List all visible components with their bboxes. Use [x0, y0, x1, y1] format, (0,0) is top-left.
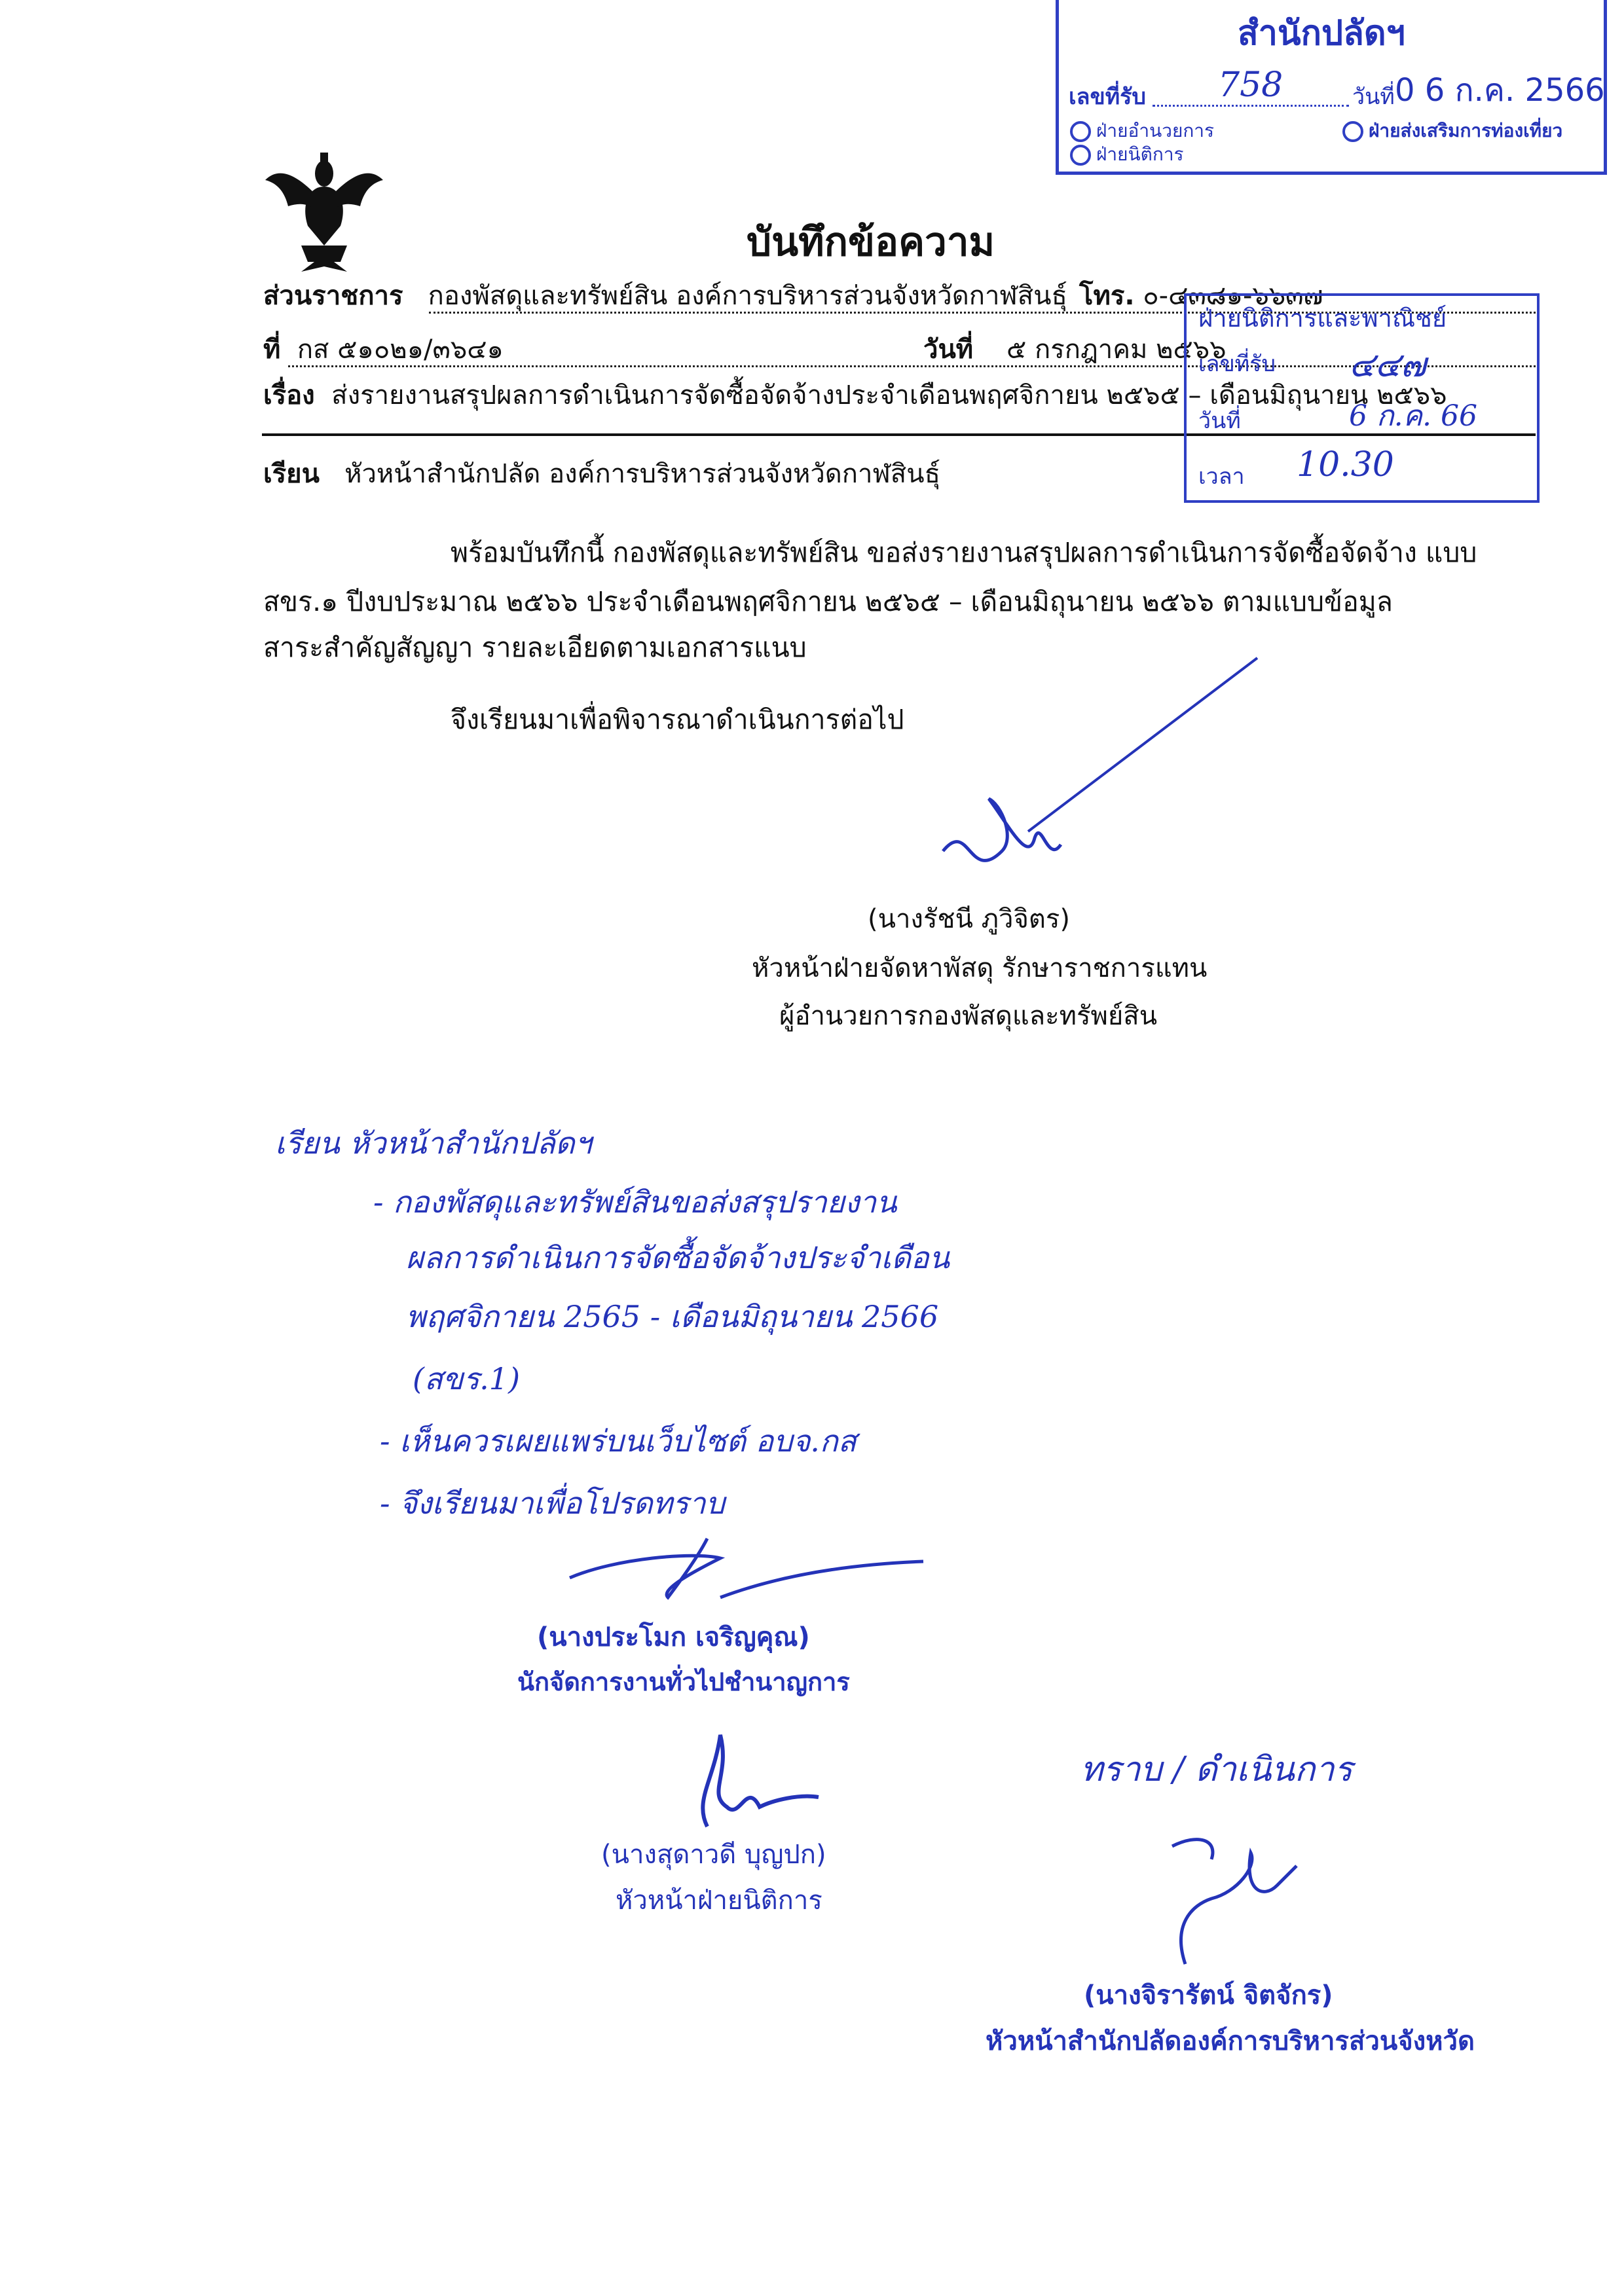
commerce-stamp-no: ๔๔๗ — [1349, 346, 1426, 385]
handwritten-line-5: (สขร.1) — [413, 1361, 521, 1396]
handwritten-line-2: - กองพัสดุและทรัพย์สินขอส่งสรุปรายงาน — [373, 1184, 897, 1220]
phone-line: โทร. ๐-๔๓๘๑-๖๖๓๗ — [1079, 281, 1323, 311]
handwritten-line-6: - เห็นควรเผยแพร่บนเว็บไซต์ อบจ.กส — [380, 1423, 857, 1459]
handwritten-signer-name: (นางประโมก เจริญคุณ) — [537, 1622, 810, 1652]
receipt-stamp-option-3: ฝ่ายนิติการ — [1070, 140, 1184, 169]
handwritten-signer-title: นักจัดการงานทั่วไปชำนาญการ — [517, 1667, 850, 1696]
signer-title-1: หัวหน้าฝ่ายจัดหาพัสดุ รักษาราชการแทน — [752, 953, 1208, 983]
receipt-stamp-no: 758 — [1218, 65, 1283, 105]
date-line: วันที่ ๕ กรกฎาคม ๒๕๖๖ — [923, 335, 1227, 365]
subject-line: เรื่อง ส่งรายงานสรุปผลการดำเนินการจัดซื้อจัดจ้างประจำเดือนพฤศจิกายน ๒๕๖๕ – เดือนมิถุนายน ๒๕๖๖ — [263, 380, 1447, 410]
chief-title: หัวหน้าสำนักปลัดองค์การบริหารส่วนจังหวัด — [986, 2026, 1475, 2056]
closing-line: จึงเรียนมาเพื่อพิจารณาดำเนินการต่อไป — [451, 704, 904, 735]
receipt-stamp-date-label: วันที่ — [1352, 84, 1395, 110]
handwritten-line-4: พฤศจิกายน 2565 - เดือนมิถุนายน 2566 — [406, 1299, 939, 1334]
handwritten-line-7: - จึงเรียนมาเพื่อโปรดทราบ — [380, 1485, 725, 1521]
commerce-stamp-time-label: เวลา — [1198, 464, 1245, 490]
signature-pramok — [563, 1532, 930, 1611]
body-line-1: พร้อมบันทึกนี้ กองพัสดุและทรัพย์สิน ขอส่งรายงานสรุปผลการดำเนินการจัดซื้อจัดจ้าง แบบ — [451, 537, 1477, 568]
body-line-3: สาระสำคัญสัญญา รายละเอียดตามเอกสารแนบ — [263, 632, 807, 663]
receipt-stamp-option-2: ฝ่ายส่งเสริมการท่องเที่ยว — [1342, 117, 1562, 145]
legal-head-name: (นางสุดาวดี บุญปก) — [601, 1840, 826, 1870]
signer-name: (นางรัชนี ภูวิจิตร) — [868, 904, 1070, 934]
commerce-stamp-no-label: เลขที่รับ — [1198, 351, 1276, 377]
signature-sudawadee — [668, 1728, 838, 1833]
handwritten-line-1: เรียน หัวหน้าสำนักปลัดฯ — [275, 1125, 592, 1161]
legal-head-title: หัวหน้าฝ่ายนิติการ — [616, 1886, 822, 1916]
signature-jirarat — [1146, 1827, 1316, 1977]
receipt-stamp-option-1: ฝ่ายอำนวยการ — [1070, 117, 1214, 145]
chief-note: ทราบ / ดำเนินการ — [1080, 1750, 1353, 1789]
receipt-stamp-no-label: เลขที่รับ — [1069, 84, 1146, 110]
ref-line: ที่ กส ๕๑๐๒๑/๓๖๔๑ — [263, 335, 504, 365]
agency-line: ส่วนราชการ กองพัสดุและทรัพย์สิน องค์การบริหารส่วนจังหวัดกาฬสินธุ์ — [263, 281, 1067, 311]
commerce-stamp-date-label: วันที่ — [1198, 408, 1241, 434]
commerce-stamp-title: ฝ่ายนิติการและพาณิชย์ — [1198, 304, 1447, 333]
memo-title: บันทึกข้อความ — [747, 219, 995, 265]
body-line-2: สขร.๑ ปีงบประมาณ ๒๕๖๖ ประจำเดือนพฤศจิกายน ๒๕๖๕ – เดือนมิถุนายน ๒๕๖๖ ตามแบบข้อมูล — [263, 586, 1393, 617]
commerce-stamp-time: 10.30 — [1297, 445, 1394, 484]
garuda-emblem-icon — [262, 147, 386, 272]
receipt-stamp-office: สำนักปลัดฯ — [1238, 14, 1405, 53]
signature-rachanee — [930, 655, 1270, 890]
receipt-stamp-date: 0 6 ก.ค. 2566 — [1395, 72, 1605, 109]
signer-title-2: ผู้อำนวยการกองพัสดุและทรัพย์สิน — [779, 1001, 1158, 1031]
commerce-stamp-date: 6 ก.ค. 66 — [1349, 399, 1478, 433]
chief-name: (นางจิรารัตน์ จิตจักร) — [1084, 1980, 1333, 2011]
to-line: เรียน หัวหน้าสำนักปลัด องค์การบริหารส่วนจังหวัดกาฬสินธุ์ — [263, 459, 940, 489]
handwritten-line-3: ผลการดำเนินการจัดซื้อจัดจ้างประจำเดือน — [406, 1240, 950, 1275]
